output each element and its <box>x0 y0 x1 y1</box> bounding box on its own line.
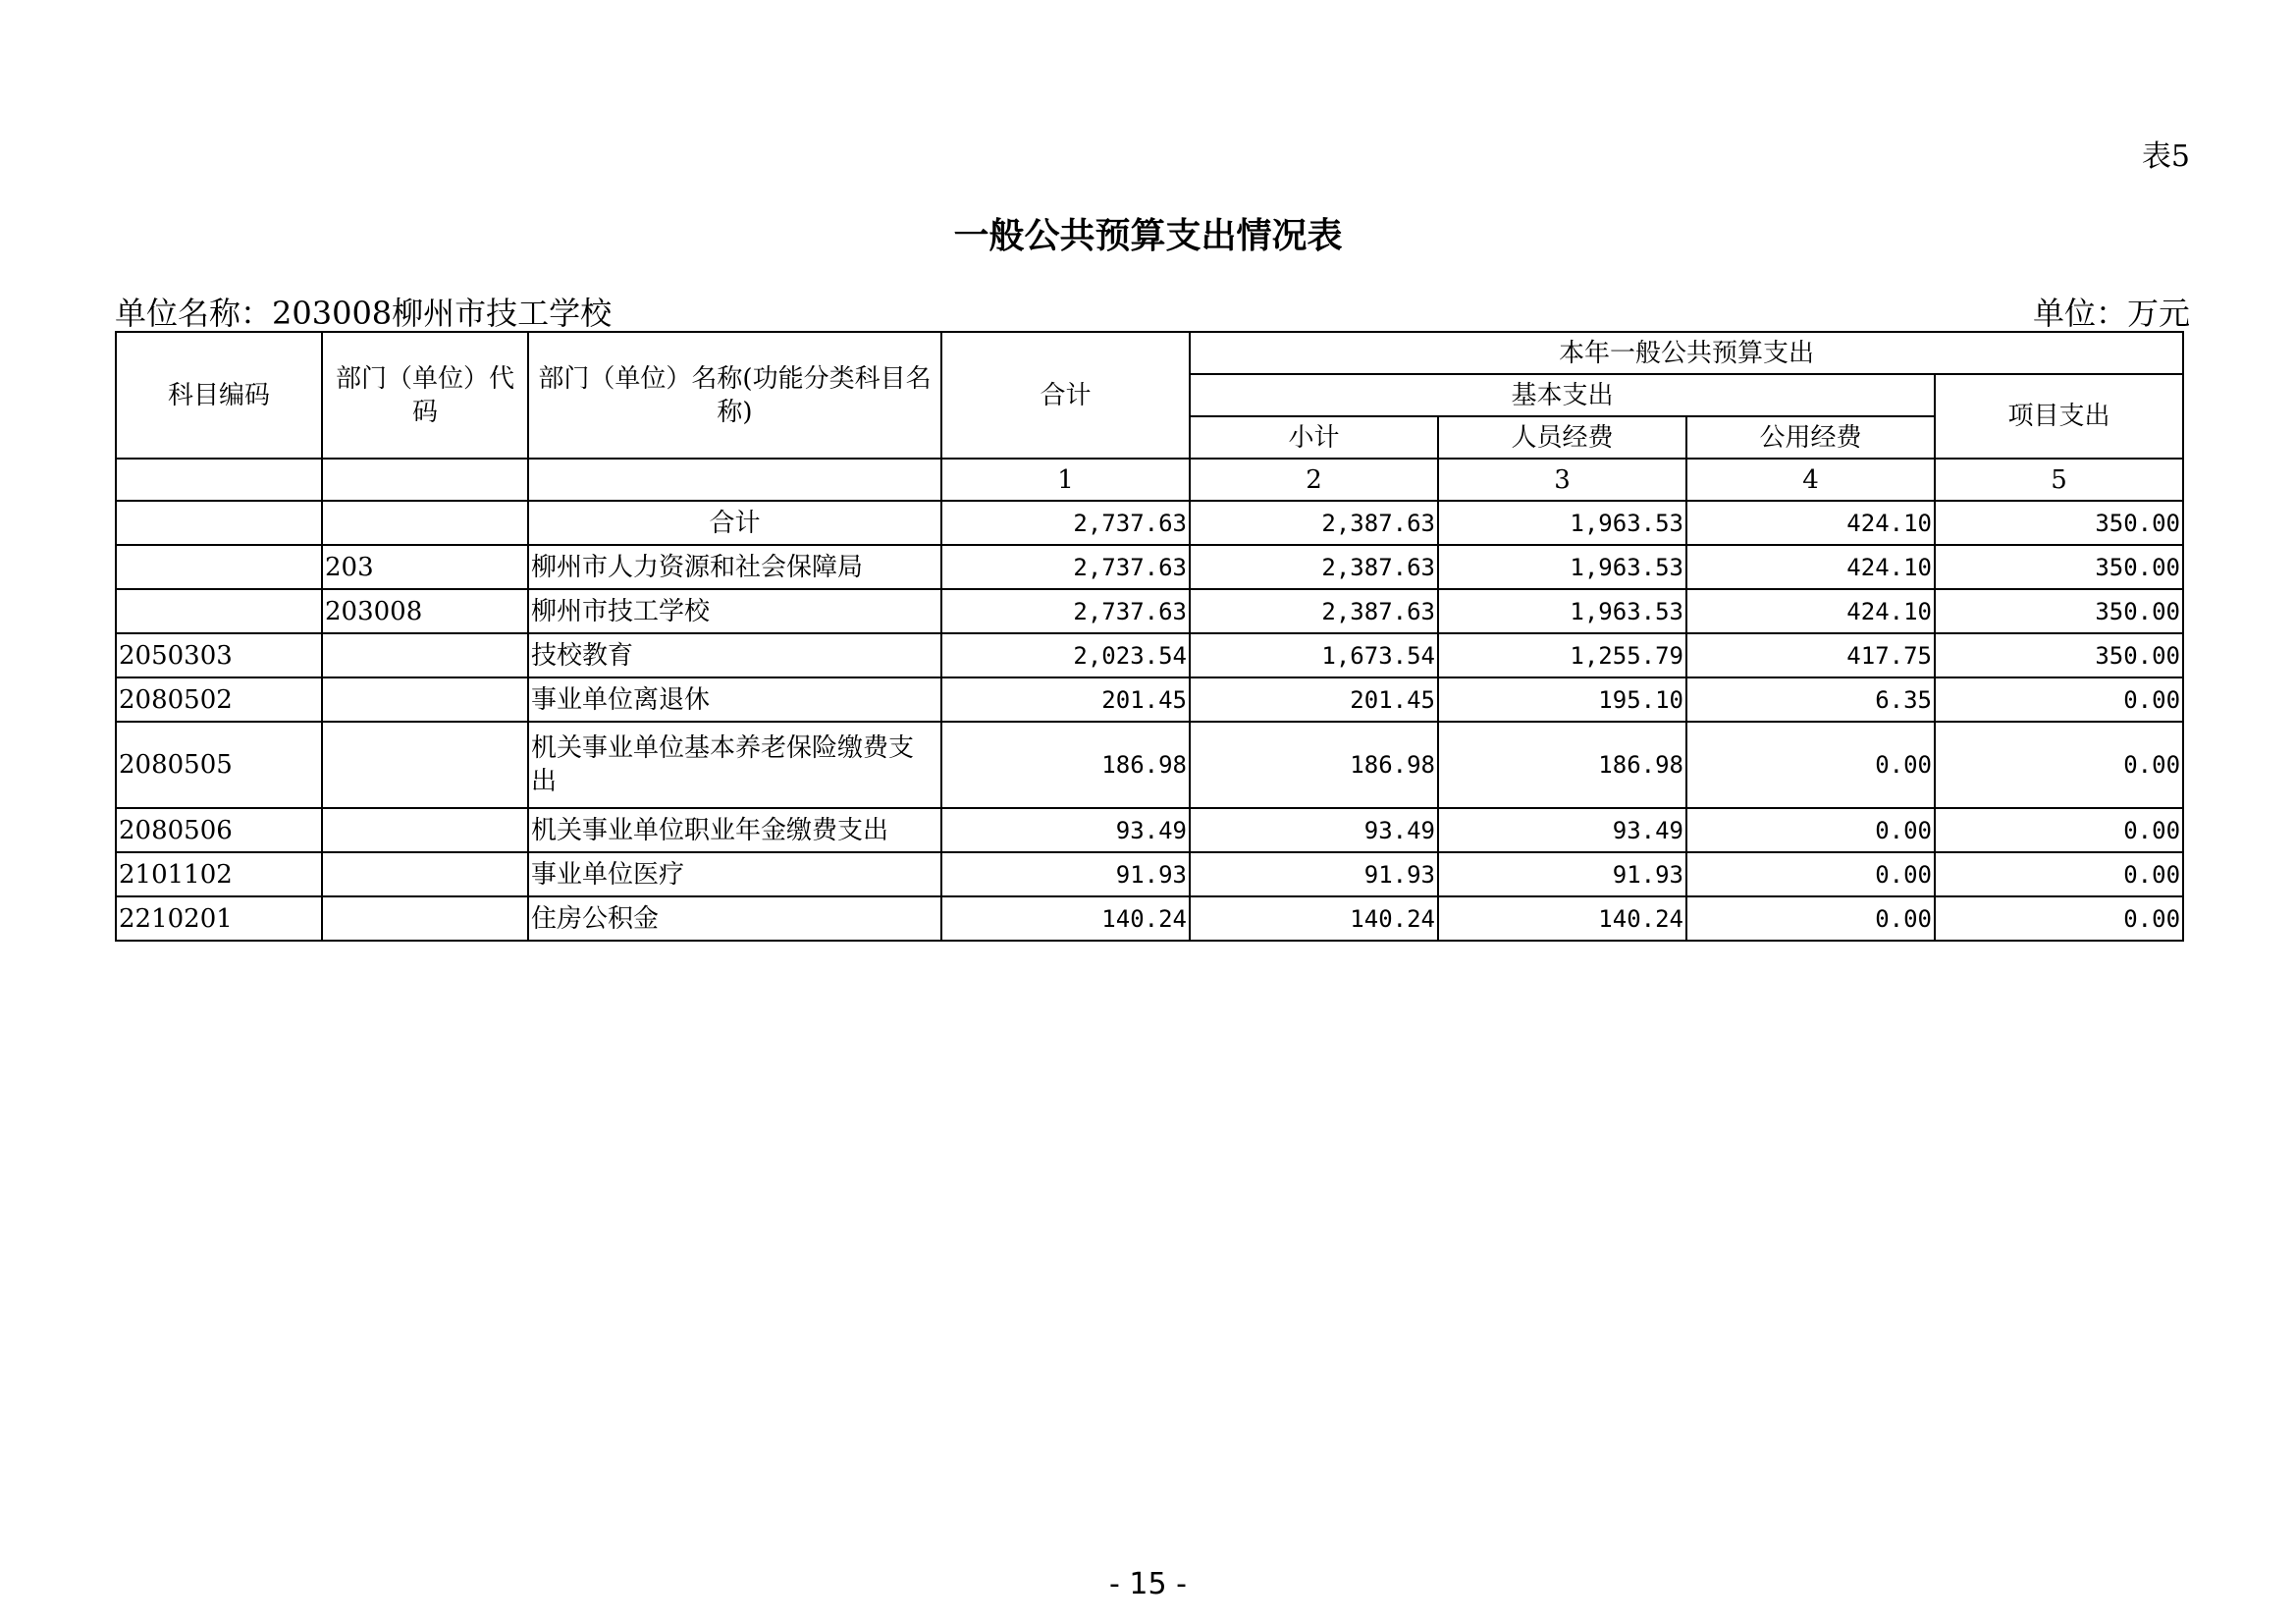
personnel-cell: 140.24 <box>1438 896 1686 941</box>
header-current-year: 本年一般公共预算支出 <box>1190 332 2183 374</box>
personnel-cell: 186.98 <box>1438 722 1686 808</box>
dept-code-cell <box>322 633 528 677</box>
total-cell: 2,737.63 <box>941 589 1190 633</box>
header-col-index: 1 <box>941 459 1190 501</box>
subtotal-cell: 2,387.63 <box>1190 545 1438 589</box>
table-row <box>116 589 2183 633</box>
header-basic: 基本支出 <box>1190 374 1935 416</box>
dept-code-cell: 203 <box>322 545 528 589</box>
subtotal-cell: 2,387.63 <box>1190 501 1438 545</box>
public-cell: 417.75 <box>1686 633 1935 677</box>
dept-name-cell: 事业单位离退休 <box>528 677 941 722</box>
project-cell: 0.00 <box>1935 896 2183 941</box>
personnel-cell: 93.49 <box>1438 808 1686 852</box>
header-col-index: 4 <box>1686 459 1935 501</box>
public-cell: 0.00 <box>1686 722 1935 808</box>
total-cell: 2,023.54 <box>941 633 1190 677</box>
dept-name-cell: 技校教育 <box>528 633 941 677</box>
project-cell: 0.00 <box>1935 808 2183 852</box>
personnel-cell: 1,963.53 <box>1438 501 1686 545</box>
dept-name-cell: 机关事业单位职业年金缴费支出 <box>528 808 941 852</box>
page-title: 一般公共预算支出情况表 <box>953 216 1343 256</box>
header-dept-code: 部门（单位）代码 <box>322 332 528 459</box>
subject-code-cell: 2101102 <box>116 852 322 896</box>
header-total: 合计 <box>941 332 1190 459</box>
header-col-index: 3 <box>1438 459 1686 501</box>
dept-code-cell <box>322 808 528 852</box>
dept-code-cell <box>322 501 528 545</box>
dept-name-cell: 合计 <box>528 501 941 545</box>
subtotal-cell: 2,387.63 <box>1190 589 1438 633</box>
dept-code-cell <box>322 852 528 896</box>
subtotal-cell: 1,673.54 <box>1190 633 1438 677</box>
subtotal-cell: 201.45 <box>1190 677 1438 722</box>
dept-name-cell: 柳州市人力资源和社会保障局 <box>528 545 941 589</box>
public-cell: 0.00 <box>1686 896 1935 941</box>
subtotal-cell: 93.49 <box>1190 808 1438 852</box>
dept-code-cell <box>322 722 528 808</box>
header-personnel: 人员经费 <box>1438 416 1686 459</box>
table-row <box>116 808 2183 852</box>
currency-unit-label: 单位：万元 <box>2032 295 2190 332</box>
dept-name-cell: 机关事业单位基本养老保险缴费支出 <box>528 722 941 808</box>
personnel-cell: 91.93 <box>1438 852 1686 896</box>
personnel-cell: 1,963.53 <box>1438 545 1686 589</box>
header-col-index: 2 <box>1190 459 1438 501</box>
project-cell: 350.00 <box>1935 589 2183 633</box>
personnel-cell: 1,963.53 <box>1438 589 1686 633</box>
header-public: 公用经费 <box>1686 416 1935 459</box>
total-cell: 140.24 <box>941 896 1190 941</box>
table-row <box>116 501 2183 545</box>
subject-code-cell: 2080506 <box>116 808 322 852</box>
public-cell: 424.10 <box>1686 589 1935 633</box>
dept-name-cell: 柳州市技工学校 <box>528 589 941 633</box>
total-cell: 2,737.63 <box>941 545 1190 589</box>
table-row <box>116 722 2183 808</box>
public-cell: 0.00 <box>1686 852 1935 896</box>
subject-code-cell <box>116 501 322 545</box>
subject-code-cell: 2080505 <box>116 722 322 808</box>
dept-name-cell: 住房公积金 <box>528 896 941 941</box>
project-cell: 350.00 <box>1935 633 2183 677</box>
page-number: - 15 - <box>1109 1567 1187 1601</box>
dept-code-cell: 203008 <box>322 589 528 633</box>
project-cell: 350.00 <box>1935 545 2183 589</box>
subtotal-cell: 91.93 <box>1190 852 1438 896</box>
public-cell: 424.10 <box>1686 545 1935 589</box>
header-blank <box>322 459 528 501</box>
project-cell: 0.00 <box>1935 722 2183 808</box>
header-subject-code: 科目编码 <box>116 332 322 459</box>
dept-name-cell: 事业单位医疗 <box>528 852 941 896</box>
dept-code-cell <box>322 896 528 941</box>
total-cell: 91.93 <box>941 852 1190 896</box>
public-cell: 0.00 <box>1686 808 1935 852</box>
subtotal-cell: 186.98 <box>1190 722 1438 808</box>
header-blank <box>116 459 322 501</box>
header-dept-name: 部门（单位）名称(功能分类科目名称) <box>528 332 941 459</box>
table-row <box>116 852 2183 896</box>
public-cell: 424.10 <box>1686 501 1935 545</box>
subject-code-cell: 2210201 <box>116 896 322 941</box>
project-cell: 0.00 <box>1935 852 2183 896</box>
header-subtotal: 小计 <box>1190 416 1438 459</box>
subject-code-cell: 2080502 <box>116 677 322 722</box>
dept-code-cell <box>322 677 528 722</box>
header-blank <box>528 459 941 501</box>
table-row <box>116 545 2183 589</box>
table-row <box>116 896 2183 941</box>
subject-code-cell <box>116 589 322 633</box>
header-col-index: 5 <box>1935 459 2183 501</box>
subject-code-cell: 2050303 <box>116 633 322 677</box>
subject-code-cell <box>116 545 322 589</box>
public-cell: 6.35 <box>1686 677 1935 722</box>
header-project: 项目支出 <box>1935 374 2183 459</box>
total-cell: 201.45 <box>941 677 1190 722</box>
total-cell: 2,737.63 <box>941 501 1190 545</box>
budget-expenditure-table <box>115 331 2184 942</box>
project-cell: 0.00 <box>1935 677 2183 722</box>
table-number: 表5 <box>2141 139 2190 174</box>
personnel-cell: 1,255.79 <box>1438 633 1686 677</box>
personnel-cell: 195.10 <box>1438 677 1686 722</box>
subtotal-cell: 140.24 <box>1190 896 1438 941</box>
table-row <box>116 677 2183 722</box>
unit-name-label: 单位名称：203008柳州市技工学校 <box>115 295 613 332</box>
table-row <box>116 633 2183 677</box>
total-cell: 186.98 <box>941 722 1190 808</box>
project-cell: 350.00 <box>1935 501 2183 545</box>
total-cell: 93.49 <box>941 808 1190 852</box>
